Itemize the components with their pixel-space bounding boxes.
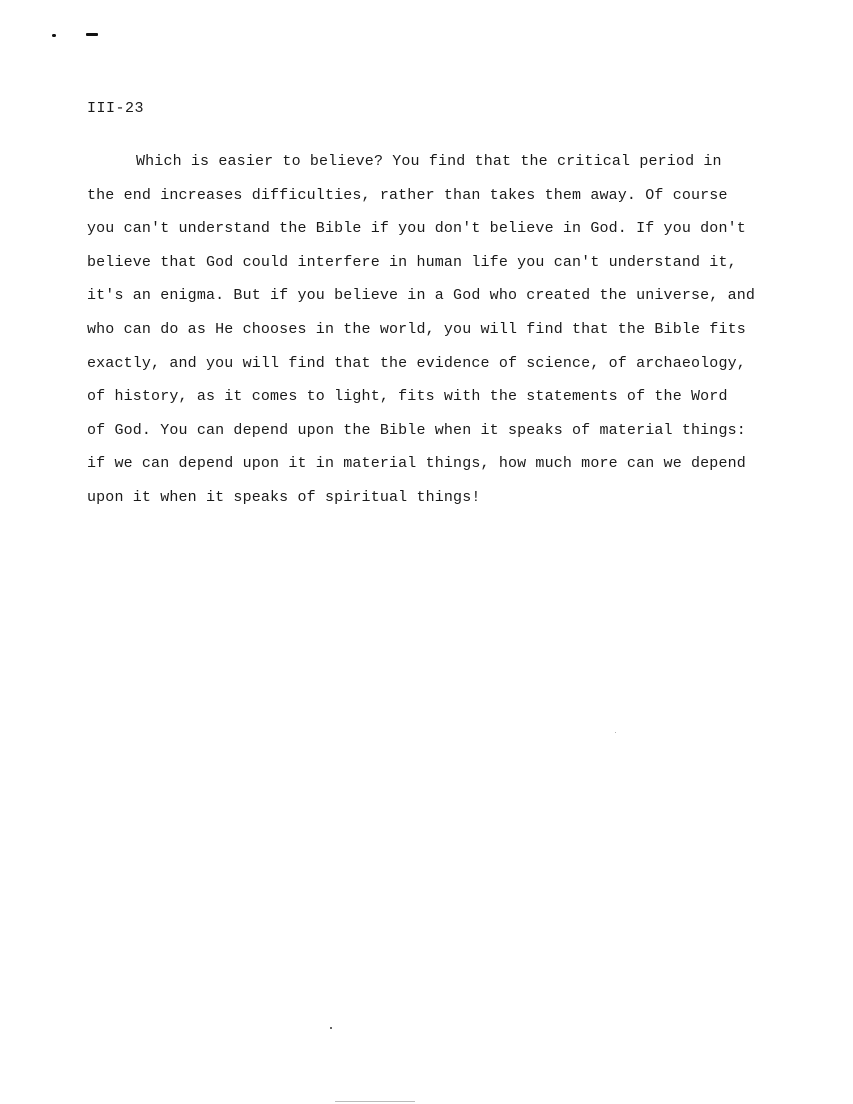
text-line: Which is easier to believe? You find that the critical period in xyxy=(136,153,722,170)
text-line: it's an enigma. But if you believe in a God who created the universe, and xyxy=(87,287,756,305)
text-line: you can't understand the Bible if you don't believe in God. If you don't xyxy=(87,220,746,238)
text-line: if we can depend upon it in material things, how much more can we depend xyxy=(87,455,746,473)
page-number: III-23 xyxy=(87,100,145,117)
scan-edge-mark xyxy=(335,1101,415,1102)
text-line: who can do as He chooses in the world, you will find that the Bible fits xyxy=(87,320,746,338)
body-paragraph xyxy=(87,150,847,520)
stray-dash-mark xyxy=(86,33,98,36)
paper-speck xyxy=(330,1027,332,1029)
text-line: of history, as it comes to light, fits with the statements of the Word xyxy=(87,388,728,406)
text-line: upon it when it speaks of spiritual things! xyxy=(87,488,481,506)
text-line: exactly, and you will find that the evidence of science, of archaeology, xyxy=(87,354,746,372)
stray-dot-mark xyxy=(52,34,56,37)
text-line: of God. You can depend upon the Bible when it speaks of material things: xyxy=(87,421,746,439)
text-line: believe that God could interfere in human life you can't understand it, xyxy=(87,253,737,271)
paper-speck xyxy=(615,732,616,733)
text-line: the end increases difficulties, rather than takes them away. Of course xyxy=(87,186,728,204)
